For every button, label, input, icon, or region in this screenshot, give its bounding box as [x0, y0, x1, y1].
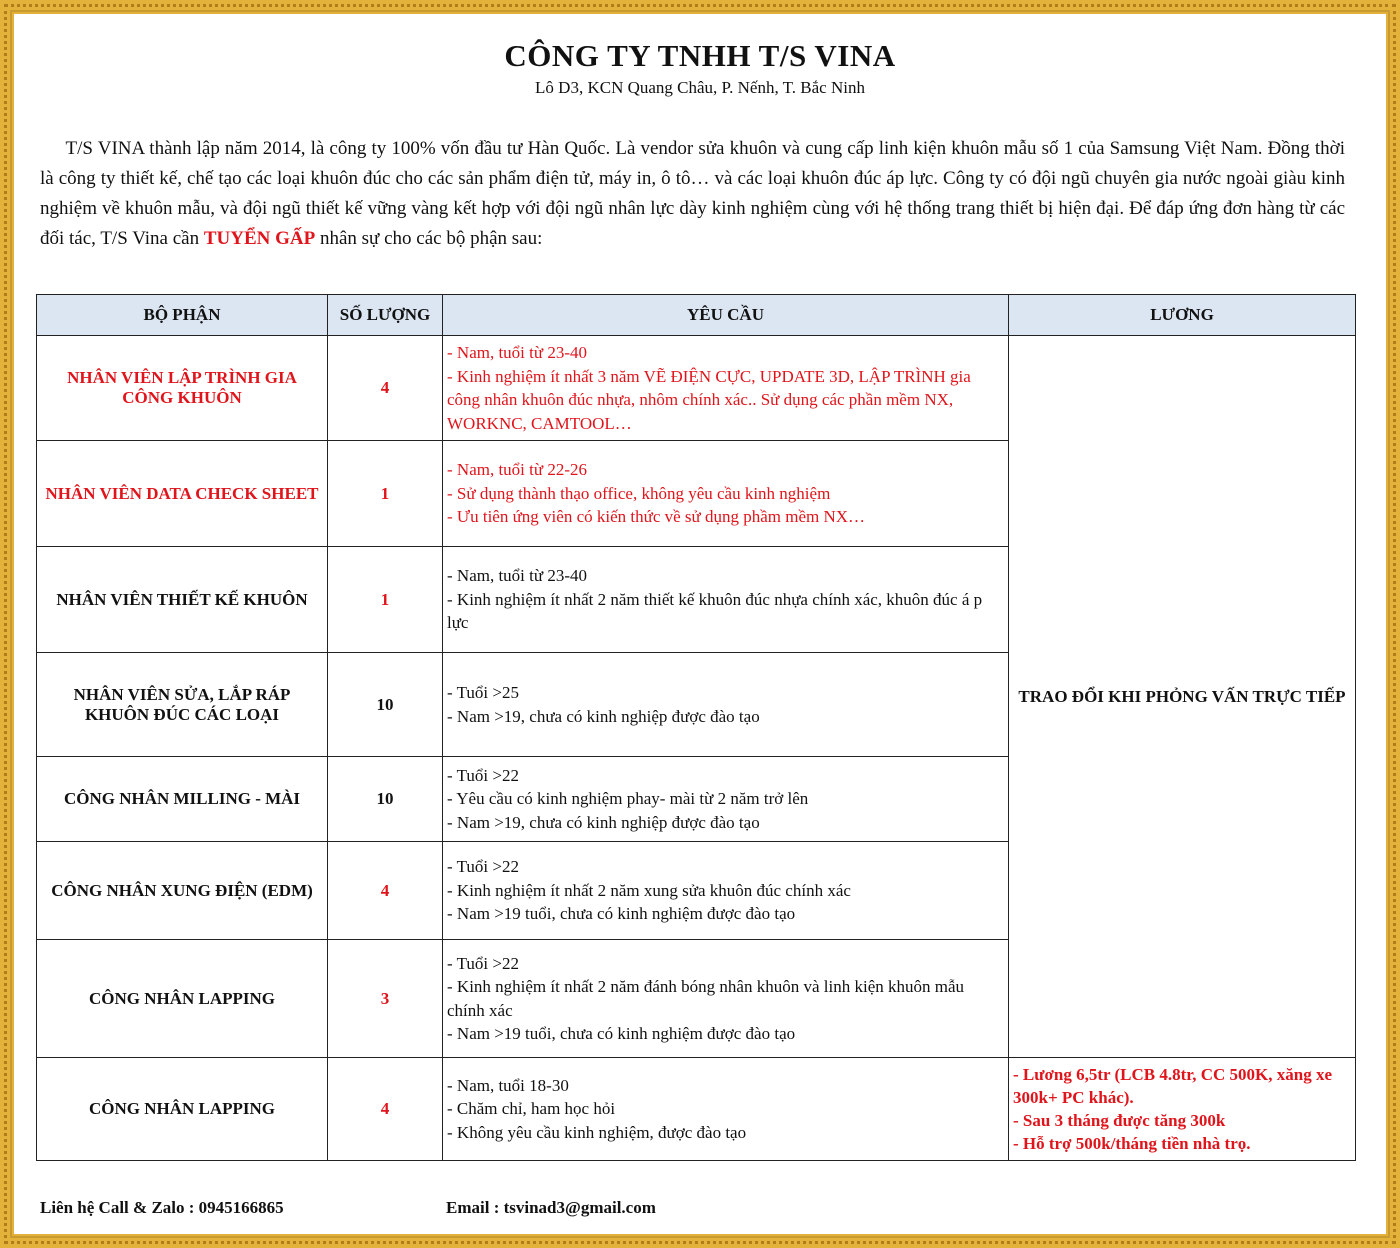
intro-text: T/S VINA thành lập năm 2014, là công ty 100% vốn đầu tư Hàn Quốc. Là vendor sửa khuôn và cung cấp linh kiện khuôn mẫu số 1 của Samsung Việt Nam. Đồng thời là công ty thiết kế, chế tạo các loại khuôn đúc cho các sản phẩm điện tử, máy in, ô tô… và các loại khuôn đúc áp lực. Công ty có đội ngũ chuyên gia nước ngoài giàu kinh nghiệm về khuôn mẫu, và đội ngũ thiết kế vững vàng kết hợp với đội ngũ nhân lực dày kinh nghiệm cùng với hệ thống trang thiết bị hiện đại. Để đáp ứng đơn hàng từ các đối tác, T/S Vina cần — [40, 138, 1346, 249]
requirements-cell — [443, 441, 1009, 547]
quantity-cell: 4 — [328, 842, 443, 940]
requirements-cell — [443, 1058, 1009, 1161]
quantity-cell: 10 — [328, 653, 443, 757]
quantity-cell: 4 — [328, 336, 443, 441]
salary-line: - Sau 3 tháng được tăng 300k — [1013, 1111, 1226, 1130]
header-department: BỘ PHẬN — [37, 295, 328, 336]
table-row — [37, 1058, 1356, 1161]
requirements-cell — [443, 757, 1009, 842]
requirement-line: - Tuổi >22 — [447, 765, 519, 785]
department-cell: CÔNG NHÂN LAPPING — [37, 1058, 328, 1161]
requirement-line: - Chăm chỉ, ham học hỏi — [447, 1099, 616, 1119]
department-cell: CÔNG NHÂN MILLING - MÀI — [37, 757, 328, 842]
requirement-line: - Nam, tuổi từ 23-40 — [447, 566, 588, 586]
quantity-cell: 4 — [328, 1058, 443, 1161]
requirement-line: - Kinh nghiệm ít nhất 2 năm đánh bóng nhân khuôn và linh kiện khuôn mẫu chính xác — [447, 977, 965, 1020]
company-address: Lô D3, KCN Quang Châu, P. Nếnh, T. Bắc Ninh — [535, 78, 865, 97]
quantity-cell: 3 — [328, 940, 443, 1058]
requirement-line: - Yêu cầu có kinh nghiệm phay- mài từ 2 năm trở lên — [447, 789, 809, 809]
department-cell: CÔNG NHÂN XUNG ĐIỆN (EDM) — [37, 842, 328, 940]
requirements-cell — [443, 653, 1009, 757]
requirement-line: - Sử dụng thành thạo office, không yêu cầu kinh nghiệm — [447, 483, 831, 503]
quantity-cell: 1 — [328, 441, 443, 547]
requirement-line: - Tuổi >25 — [447, 683, 519, 702]
requirement-line: - Nam >19 tuổi, chưa có kinh nghiệm được đào tạo — [447, 1024, 796, 1043]
contact-email: Email : tsvinad3@gmail.com — [446, 1198, 656, 1217]
requirement-line: - Tuổi >22 — [447, 953, 519, 973]
requirements-cell — [443, 940, 1009, 1058]
table-row — [37, 336, 1356, 441]
company-title: CÔNG TY TNHH T/S VINA — [504, 38, 896, 73]
requirement-line: - Nam >19, chưa có kinh nghiệp được đào tạo — [447, 706, 760, 726]
intro-text-end: nhân sự cho các bộ phận sau: — [319, 228, 543, 249]
requirement-line: - Kinh nghiệm ít nhất 2 năm xung sửa khuôn đúc chính xác — [447, 880, 851, 900]
salary-detail-cell — [1009, 1058, 1356, 1161]
job-table — [36, 294, 1356, 1161]
requirement-line: - Không yêu cầu kinh nghiệm, được đào tạo — [447, 1122, 747, 1142]
urgent-hiring-label: TUYỂN GẤP — [203, 228, 316, 249]
requirement-line: - Nam >19, chưa có kinh nghiệp được đào tạo — [447, 812, 760, 832]
quantity-cell: 1 — [328, 547, 443, 653]
requirements-cell — [443, 842, 1009, 940]
salary-line: - Hỗ trợ 500k/tháng tiền nhà trọ. — [1013, 1134, 1251, 1153]
requirement-line: - Kinh nghiệm ít nhất 3 năm VẼ ĐIỆN CỰC, UPDATE 3D, LẬP TRÌNH gia công nhân khuôn đúc nhựa, nhôm chính xác.. Sử dụng các phần mềm NX, WORKNC, CAMTOOL… — [447, 366, 971, 433]
requirement-line: - Nam >19 tuổi, chưa có kinh nghiệm được đào tạo — [447, 904, 796, 924]
quantity-cell: 10 — [328, 757, 443, 842]
department-cell: NHÂN VIÊN SỬA, LẮP RÁP KHUÔN ĐÚC CÁC LOẠI — [37, 653, 328, 757]
header-quantity: SỐ LƯỢNG — [328, 295, 443, 336]
salary-negotiable-cell: TRAO ĐỔI KHI PHỎNG VẤN TRỰC TIẾP — [1009, 336, 1356, 1058]
header-salary: LƯƠNG — [1009, 295, 1356, 336]
requirements-cell — [443, 336, 1009, 441]
requirement-line: - Tuổi >22 — [447, 857, 519, 877]
intro-paragraph — [40, 134, 1345, 254]
department-cell: NHÂN VIÊN THIẾT KẾ KHUÔN — [37, 547, 328, 653]
requirement-line: - Ưu tiên ứng viên có kiến thức về sử dụng phầm mềm NX… — [447, 507, 866, 527]
requirement-line: - Nam, tuổi 18-30 — [447, 1075, 569, 1095]
requirements-cell — [443, 547, 1009, 653]
requirement-line: - Nam, tuổi từ 23-40 — [447, 343, 588, 362]
department-cell: NHÂN VIÊN DATA CHECK SHEET — [37, 441, 328, 547]
requirement-line: - Kinh nghiệm ít nhất 2 năm thiết kế khuôn đúc nhựa chính xác, khuôn đúc á p lực — [447, 589, 983, 633]
salary-line: - Lương 6,5tr (LCB 4.8tr, CC 500K, xăng xe 300k+ PC khác). — [1013, 1065, 1333, 1107]
contact-phone: Liên hệ Call & Zalo : 0945166865 — [40, 1198, 284, 1217]
department-cell: CÔNG NHÂN LAPPING — [37, 940, 328, 1058]
department-cell: NHÂN VIÊN LẬP TRÌNH GIA CÔNG KHUÔN — [37, 336, 328, 441]
header-requirements: YÊU CẦU — [443, 295, 1009, 336]
requirement-line: - Nam, tuổi từ 22-26 — [447, 460, 588, 480]
